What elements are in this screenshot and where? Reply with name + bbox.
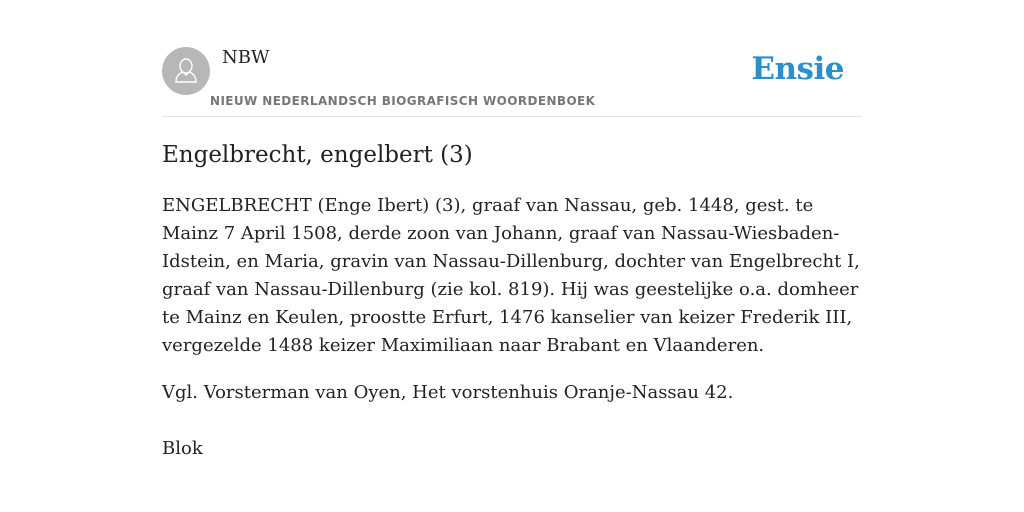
- entry-reference: Vgl. Vorsterman van Oyen, Het vorstenhuis Oranje-Nassau 42.: [162, 382, 734, 403]
- source-full-title: NIEUW NEDERLANDSCH BIOGRAFISCH WOORDENBOEK: [210, 94, 596, 108]
- avatar[interactable]: [162, 47, 210, 95]
- entry-author: Blok: [162, 438, 203, 459]
- source-name[interactable]: NBW: [222, 47, 270, 68]
- user-icon: [162, 47, 210, 95]
- page: [162, 0, 862, 459]
- entry-body: ENGELBRECHT (Enge Ibert) (3), graaf van Nassau, geb. 1448, gest. te Mainz 7 April 1508, derde zoon van Johann, graaf van Nassau-Wiesbaden-Idstein, en Maria, gravin van Nassau-Dillenburg, dochter van Engelbrecht I, graaf van Nassau-Dillenburg (zie kol. 819). Hij was geestelijke o.a. domheer te Mainz en Keulen, proostte Erfurt, 1476 kanselier van keizer Frederik III, vergezelde 1488 keizer Maximiliaan naar Brabant en Vlaanderen.: [162, 195, 860, 356]
- brand-logo[interactable]: Ensie: [751, 51, 844, 87]
- entry-title: Engelbrecht, engelbert (3): [162, 142, 473, 168]
- header: [162, 0, 862, 117]
